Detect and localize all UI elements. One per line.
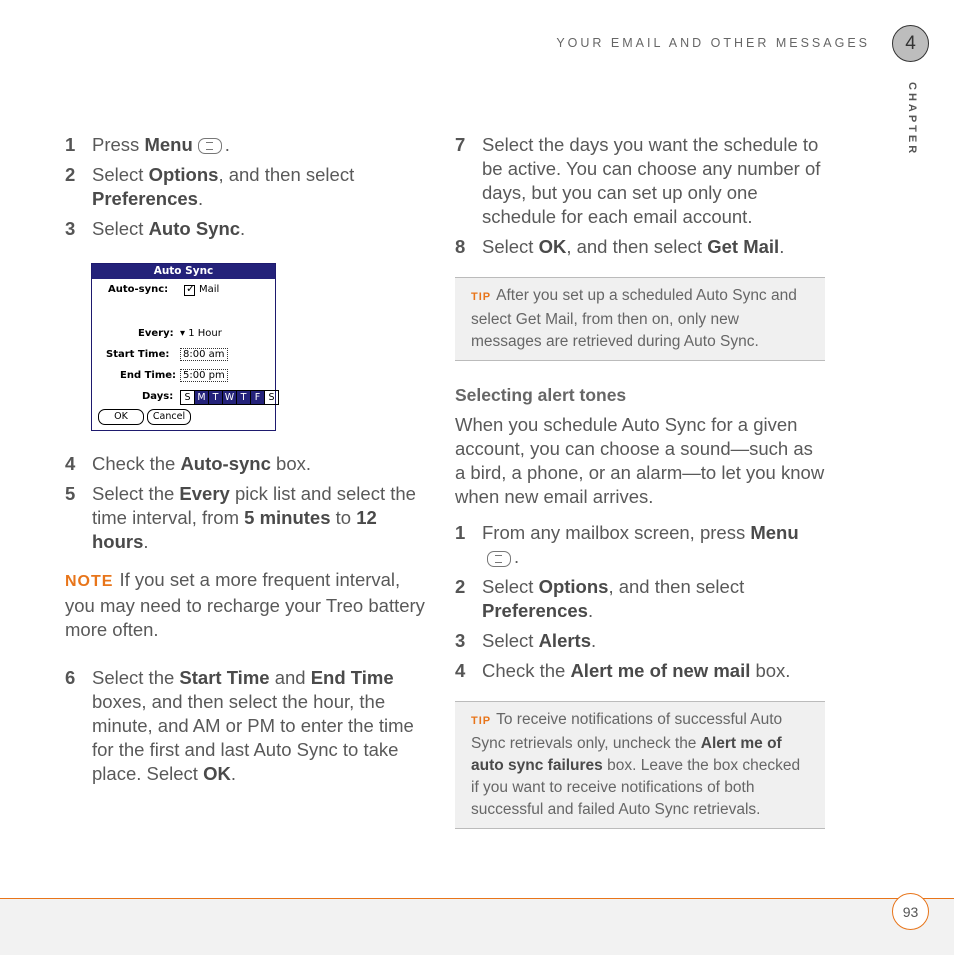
- tip-scheduled-sync: TIP After you set up a scheduled Auto Sync and select Get Mail, from then on, only new messages are retrieved during Auto Sync.: [455, 277, 825, 361]
- autosync-value: Mail: [199, 284, 220, 295]
- menu-key-icon: [487, 551, 511, 567]
- chapter-label: CHAPTER: [906, 82, 918, 157]
- day-mon[interactable]: M: [195, 391, 209, 404]
- step-number: 4: [65, 453, 76, 474]
- right-column: [455, 133, 825, 829]
- tip-auto-sync-failures: TIP To receive notifications of successful Auto Sync retrievals only, uncheck the Alert me of auto sync failures box. Leave the box checked if you want to receive notifications of both successful and failed Auto Sync retrievals.: [455, 701, 825, 829]
- checkmark-icon: ✓: [186, 282, 196, 295]
- step-number: 5: [65, 483, 76, 504]
- tip-label: TIP: [471, 291, 492, 303]
- step-number: 1: [65, 134, 76, 155]
- step-number: 6: [65, 667, 76, 688]
- days-selector: [180, 390, 279, 405]
- left-column-lower: [65, 452, 435, 792]
- alert-step-1: 1 From any mailbox screen, press Menu.: [455, 522, 799, 568]
- alert-step-3: 3 Select Alerts.: [455, 630, 597, 652]
- step-5-select-every: 5 Select the Every pick list and select the time interval, from 5 minutes to 12 hours.: [65, 483, 416, 552]
- step-number: 3: [455, 630, 466, 652]
- step-2-select-options: 2 Select Options, and then select Preferences.: [65, 164, 355, 209]
- ok-button[interactable]: OK: [98, 409, 144, 425]
- days-label: Days:: [142, 391, 174, 402]
- cancel-button[interactable]: Cancel: [147, 409, 191, 425]
- day-wed[interactable]: W: [223, 391, 237, 404]
- step-number: 2: [455, 576, 466, 598]
- left-column: [65, 133, 435, 247]
- page-number: 93: [892, 893, 929, 930]
- autosync-checkbox[interactable]: [184, 282, 196, 296]
- chapter-number-badge: 4: [892, 25, 929, 62]
- note-label: NOTE: [65, 573, 114, 590]
- step-7-select-days: 7 Select the days you want the schedule to be active. You can choose any number of days, but you can set up only one schedule for each email account.: [455, 134, 821, 227]
- day-thu[interactable]: T: [237, 391, 251, 404]
- day-sat[interactable]: S: [268, 392, 275, 403]
- start-time-label: Start Time:: [106, 349, 170, 360]
- running-header: YOUR EMAIL AND OTHER MESSAGES: [556, 36, 870, 50]
- end-time-field[interactable]: 5:00 pm: [180, 369, 228, 382]
- auto-sync-screenshot: [91, 263, 276, 431]
- step-number: 3: [65, 218, 76, 239]
- step-6-start-end-time: 6 Select the Start Time and End Time boxes, and then select the hour, the minute, and AM or PM to enter the time for the first and last Auto Sync to take place. Select OK.: [65, 667, 414, 784]
- step-number: 8: [455, 236, 466, 257]
- device-title-bar: Auto Sync: [92, 264, 275, 279]
- step-3-select-auto-sync: 3 Select Auto Sync.: [65, 218, 246, 239]
- day-tue[interactable]: T: [209, 391, 223, 404]
- every-picklist[interactable]: ▾ 1 Hour: [180, 328, 222, 339]
- tip-label: TIP: [471, 715, 492, 728]
- start-time-field[interactable]: 8:00 am: [180, 348, 228, 361]
- step-number: 1: [455, 522, 466, 544]
- menu-label: Menu: [144, 134, 193, 155]
- step-1-press-menu: 1 Press Menu .: [65, 134, 230, 155]
- alert-step-2: 2 Select Options, and then select Preferences.: [455, 576, 745, 622]
- autosync-label: Auto-sync:: [108, 284, 169, 295]
- day-fri[interactable]: F: [251, 391, 265, 404]
- note-battery: NOTE If you set a more frequent interval, you may need to recharge your Treo battery more often.: [65, 569, 425, 640]
- step-number: 7: [455, 134, 466, 155]
- step-8-select-ok: 8 Select OK, and then select Get Mail.: [455, 236, 785, 257]
- triangle-down-icon: ▾: [180, 328, 189, 339]
- end-time-label: End Time:: [120, 370, 177, 381]
- step-4-check-autosync: 4 Check the Auto-sync box.: [65, 453, 311, 474]
- page-footer: [0, 898, 954, 955]
- menu-key-icon: [198, 138, 222, 154]
- step-number: 4: [455, 660, 466, 682]
- alert-step-4: 4 Check the Alert me of new mail box.: [455, 660, 791, 682]
- day-sun[interactable]: S: [181, 391, 195, 404]
- intro-paragraph: When you schedule Auto Sync for a given account, you can choose a sound—such as a bird, a phone, or an alarm—to let you know when new email arrives.: [455, 414, 825, 508]
- every-label: Every:: [138, 328, 174, 339]
- step-number: 2: [65, 164, 76, 185]
- section-heading: Selecting alert tones: [455, 385, 627, 406]
